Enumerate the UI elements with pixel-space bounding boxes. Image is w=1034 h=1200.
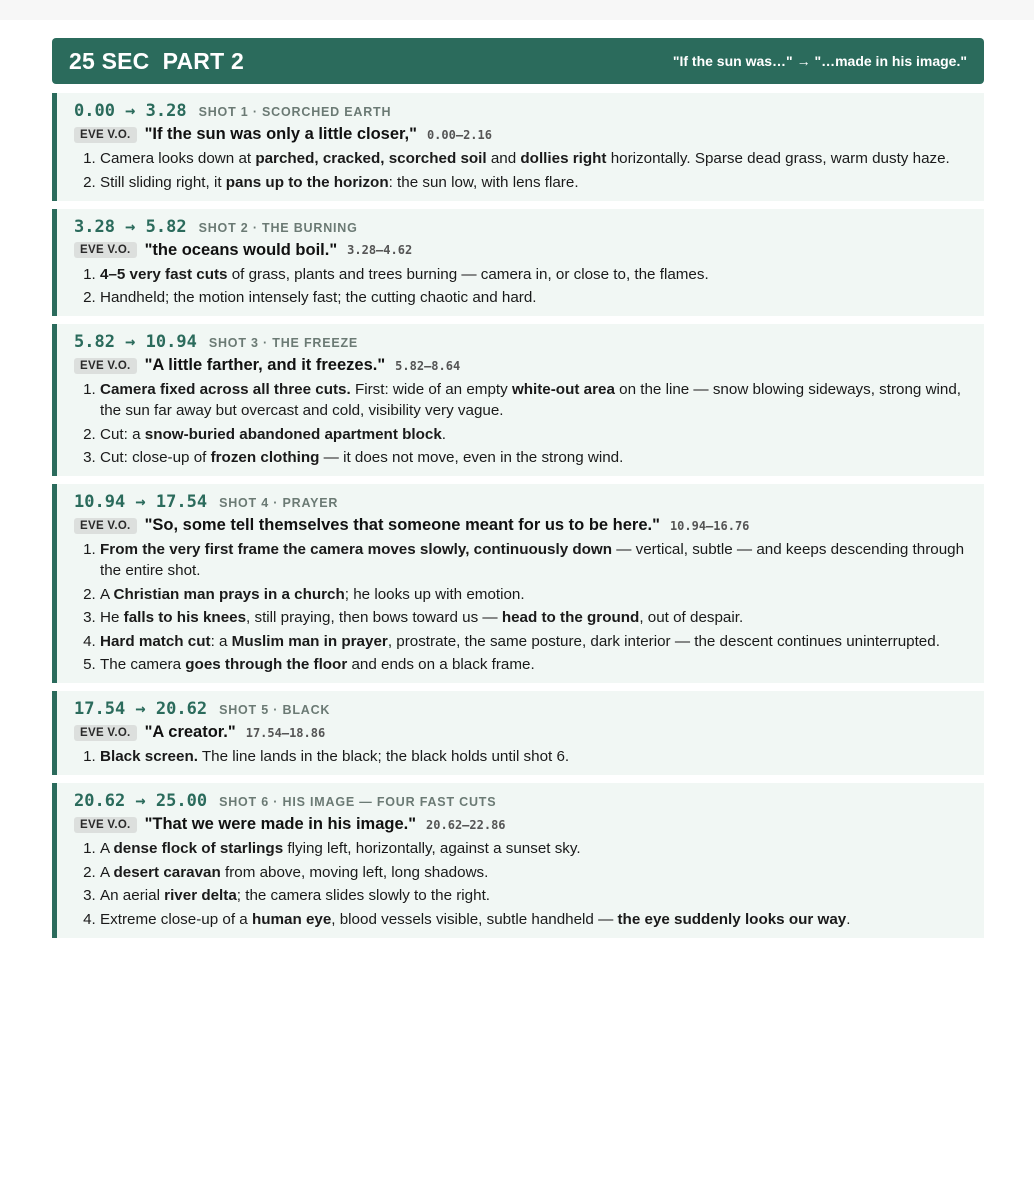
top-strip xyxy=(0,0,1034,20)
vo-quote: "So, some tell themselves that someone meant for us to be here." xyxy=(144,516,660,534)
shot-card-5 xyxy=(52,691,984,775)
shot-header xyxy=(74,217,974,237)
shot-header xyxy=(74,332,974,352)
shot-header xyxy=(74,101,974,121)
action-item: 3. An aerial river delta; the camera slides slowly to the right. xyxy=(100,885,974,906)
vo-badge: EVE V.O. xyxy=(74,127,137,143)
shot-timecode: 20.62 → 25.00 xyxy=(74,791,208,811)
action-item: 1. A dense flock of starlings flying left, horizontally, against a sunset sky. xyxy=(100,838,974,859)
vo-badge: EVE V.O. xyxy=(74,518,137,534)
shot-action-list xyxy=(74,379,974,468)
action-item: 2. A desert caravan from above, moving left, long shadows. xyxy=(100,862,974,883)
shot-header xyxy=(74,699,974,719)
action-item: 1. Camera fixed across all three cuts. First: wide of an empty white-out area on the line — snow blowing sideways, strong wind, the sun far away but overcast and cold, visibility very vague. xyxy=(100,379,974,421)
vo-quote: "A creator." xyxy=(144,723,236,741)
vo-badge: EVE V.O. xyxy=(74,358,137,374)
vo-badge: EVE V.O. xyxy=(74,817,137,833)
shot-timecode: 3.28 → 5.82 xyxy=(74,216,187,237)
vo-timecode: 10.94–16.76 xyxy=(669,518,750,533)
section-title: 25 SEC PART 2 xyxy=(69,47,244,74)
voice-over-line xyxy=(74,125,974,144)
action-item: 5. The camera goes through the floor and ends on a black frame. xyxy=(100,654,974,675)
voice-over-line xyxy=(74,723,974,742)
vo-badge: EVE V.O. xyxy=(74,242,137,258)
shot-action-list xyxy=(74,746,974,767)
page xyxy=(0,20,1034,938)
shot-label: SHOT 3 · THE FREEZE xyxy=(208,336,359,350)
action-item: 1. 4–5 very fast cuts of grass, plants and trees burning — camera in, or close to, the flames. xyxy=(100,264,974,285)
section-quote-range: "If the sun was…" → "…made in his image." xyxy=(672,53,967,69)
shot-header xyxy=(74,791,974,811)
action-item: 4. Hard match cut: a Muslim man in prayer, prostrate, the same posture, dark interior — the descent continues uninterrupted. xyxy=(100,631,974,652)
action-item: 1. Black screen. The line lands in the black; the black holds until shot 6. xyxy=(100,746,974,767)
vo-timecode: 20.62–22.86 xyxy=(426,817,506,832)
section-header xyxy=(52,38,984,84)
vo-timecode: 17.54–18.86 xyxy=(245,725,326,740)
shot-timecode: 5.82 → 10.94 xyxy=(74,332,197,352)
shot-label: SHOT 5 · BLACK xyxy=(219,703,331,717)
shot-label: SHOT 2 · THE BURNING xyxy=(198,220,358,235)
shot-action-list xyxy=(74,264,974,309)
shot-card-6 xyxy=(52,783,984,938)
voice-over-line xyxy=(74,356,974,375)
shot-action-list xyxy=(74,539,974,675)
action-item: 2. Still sliding right, it pans up to the horizon: the sun low, with lens flare. xyxy=(100,172,974,193)
shot-action-list xyxy=(74,148,974,193)
vo-quote: "That we were made in his image." xyxy=(144,815,417,833)
action-item: 1. From the very first frame the camera moves slowly, continuously down — vertical, subtle — and keeps descending through the entire shot. xyxy=(100,539,974,581)
shot-card-4 xyxy=(52,484,984,683)
shot-timecode: 17.54 → 20.62 xyxy=(74,699,208,719)
shot-timecode: 10.94 → 17.54 xyxy=(74,492,208,512)
shot-label: SHOT 4 · PRAYER xyxy=(219,496,339,510)
action-item: 3. Cut: close-up of frozen clothing — it does not move, even in the strong wind. xyxy=(100,447,974,468)
shot-card-3 xyxy=(52,324,984,476)
voice-over-line xyxy=(74,516,974,535)
shot-label: SHOT 1 · SCORCHED EARTH xyxy=(198,105,392,119)
vo-quote: "the oceans would boil." xyxy=(144,240,338,259)
vo-quote: "If the sun was only a little closer," xyxy=(144,125,417,143)
action-item: 2. A Christian man prays in a church; he looks up with emotion. xyxy=(100,584,974,605)
action-item: 2. Cut: a snow-buried abandoned apartment block. xyxy=(100,424,974,445)
action-item: 4. Extreme close-up of a human eye, blood vessels visible, subtle handheld — the eye suddenly looks our way. xyxy=(100,909,974,930)
vo-quote: "A little farther, and it freezes." xyxy=(144,356,386,374)
shot-card-1 xyxy=(52,93,984,201)
action-item: 3. He falls to his knees, still praying, then bows toward us — head to the ground, out of despair. xyxy=(100,607,974,628)
voice-over-line xyxy=(74,241,974,260)
action-item: 1. Camera looks down at parched, cracked, scorched soil and dollies right horizontally. Sparse dead grass, warm dusty haze. xyxy=(100,148,974,169)
shot-list xyxy=(52,93,984,938)
shot-card-2 xyxy=(52,209,984,317)
voice-over-line xyxy=(74,815,974,834)
vo-timecode: 5.82–8.64 xyxy=(395,358,461,373)
vo-badge: EVE V.O. xyxy=(74,725,137,741)
shot-action-list xyxy=(74,838,974,930)
vo-timecode: 0.00–2.16 xyxy=(426,127,492,142)
shot-header xyxy=(74,492,974,512)
action-item: 2. Handheld; the motion intensely fast; the cutting chaotic and hard. xyxy=(100,287,974,308)
shot-label: SHOT 6 · HIS IMAGE — FOUR FAST CUTS xyxy=(219,795,497,809)
vo-timecode: 3.28–4.62 xyxy=(347,243,413,257)
shot-timecode: 0.00 → 3.28 xyxy=(74,101,187,121)
